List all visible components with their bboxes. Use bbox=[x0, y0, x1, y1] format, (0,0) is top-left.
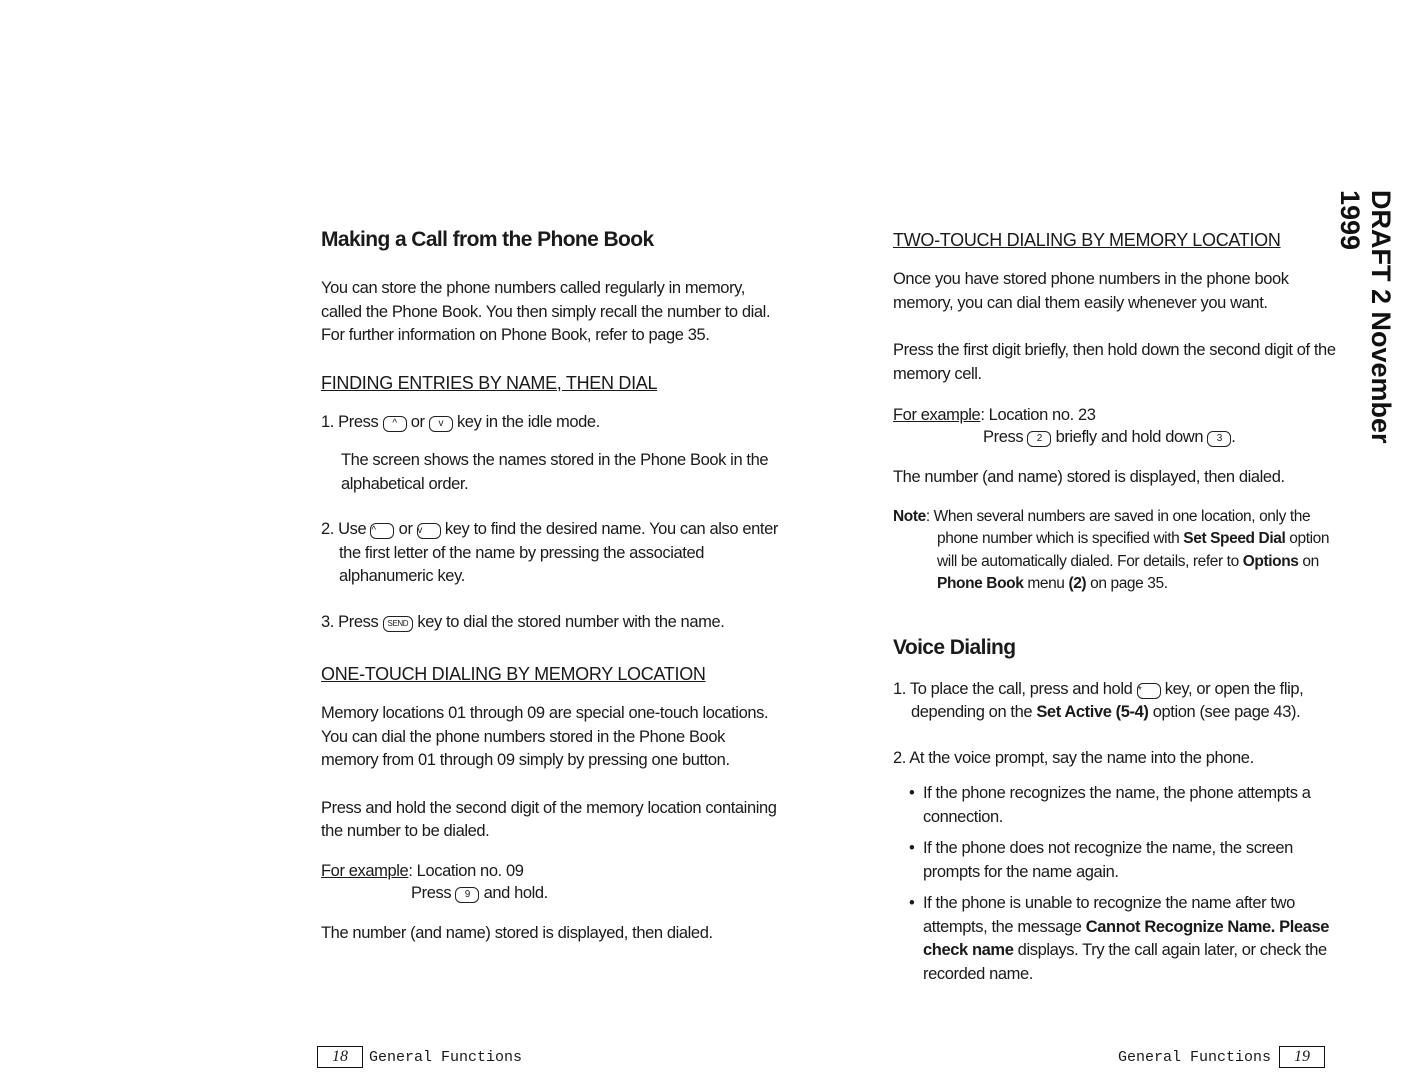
onetouch-example: For example: Location no. 09 Press 9 and hold. bbox=[321, 861, 548, 902]
onetouch-paragraph-2: Press and hold the second digit of the memory location containing the number to be dialed. bbox=[321, 798, 777, 840]
bullet-1: • If the phone recognizes the name, the phone attempts a connection. bbox=[909, 782, 1343, 829]
bullet-3: • If the phone is unable to recognize the name after two attempts, the message Cannot Recognize Name. Please check name displays. Try the call again later, or check the recorded name. bbox=[909, 892, 1343, 986]
voice-step-2: 2. At the voice prompt, say the name into the phone. bbox=[893, 748, 1254, 767]
onetouch-paragraph-1: Memory locations 01 through 09 are special one-touch locations. You can dial the phone numbers stored in the Phone Book memory from 01 through 09 simply by pressing one button. bbox=[321, 704, 769, 769]
draft-watermark: DRAFT 2 November 1999 bbox=[1335, 190, 1396, 444]
send-key-icon: SEND bbox=[383, 616, 414, 632]
star-key-icon: * bbox=[1137, 683, 1161, 699]
down-key-icon: v bbox=[417, 523, 441, 539]
right-footer bbox=[1118, 1046, 1325, 1068]
left-footer-label: General Functions bbox=[369, 1049, 523, 1066]
twotouch-heading: TWO-TOUCH DIALING BY MEMORY LOCATION bbox=[893, 230, 1281, 250]
finding-heading: FINDING ENTRIES BY NAME, THEN DIAL bbox=[321, 372, 658, 393]
onetouch-heading: ONE-TOUCH DIALING BY MEMORY LOCATION bbox=[321, 664, 706, 684]
down-key-icon: v bbox=[429, 416, 453, 432]
onetouch-paragraph-3: The number (and name) stored is displayed, then dialed. bbox=[321, 923, 713, 942]
twotouch-paragraph-1: Once you have stored phone numbers in the phone book memory, you can dial them easily whenever you want. bbox=[893, 270, 1289, 312]
note: Note: When several numbers are saved in one location, only the phone number which is specified with Set Speed Dial option will be automatically dialed. For details, refer to Options on Phone Book menu (2) on page 35. bbox=[893, 507, 1330, 592]
up-key-icon: ^ bbox=[370, 523, 394, 539]
voice-step-1: 1. To place the call, press and hold * key, or open the flip, depending on the Set Active (5-4) option (see page 43). bbox=[893, 679, 1304, 721]
step-2: 2. Use ^ or v key to find the desired name. You can also enter the first letter of the name by pressing the associated alphanumeric key. bbox=[321, 520, 778, 585]
step-3: 3. Press SEND key to dial the stored number with the name. bbox=[321, 612, 725, 631]
right-column bbox=[893, 228, 1343, 986]
voice-dialing-title: Voice Dialing bbox=[893, 635, 1016, 659]
up-key-icon: ^ bbox=[383, 416, 407, 432]
two-key-icon: 2 bbox=[1027, 431, 1051, 447]
step-1-note: The screen shows the names stored in the Phone Book in the alphabetical order. bbox=[341, 451, 769, 493]
right-footer-label: General Functions bbox=[1118, 1049, 1272, 1066]
left-page-number: 18 bbox=[317, 1046, 363, 1068]
voice-bullets bbox=[893, 782, 1343, 986]
left-footer bbox=[317, 1046, 522, 1068]
bullet-2: • If the phone does not recognize the name, the screen prompts for the name again. bbox=[909, 837, 1343, 884]
step-1: 1. Press ^ or v key in the idle mode. bbox=[321, 412, 600, 431]
intro-reference: For further information on Phone Book, refer to page 35. bbox=[321, 326, 710, 344]
nine-key-icon: 9 bbox=[455, 887, 479, 903]
section-title: Making a Call from the Phone Book bbox=[321, 228, 654, 251]
right-page-number: 19 bbox=[1279, 1046, 1325, 1068]
twotouch-paragraph-2: Press the first digit briefly, then hold down the second digit of the memory cell. bbox=[893, 341, 1336, 383]
left-column bbox=[321, 228, 781, 945]
twotouch-paragraph-3: The number (and name) stored is displayed, then dialed. bbox=[893, 468, 1285, 486]
twotouch-example: For example: Location no. 23 Press 2 briefly and hold down 3 . bbox=[893, 406, 1236, 446]
intro-paragraph: You can store the phone numbers called regularly in memory, called the Phone Book. You then simply recall the number to dial. bbox=[321, 279, 771, 321]
three-key-icon: 3 bbox=[1207, 431, 1231, 447]
